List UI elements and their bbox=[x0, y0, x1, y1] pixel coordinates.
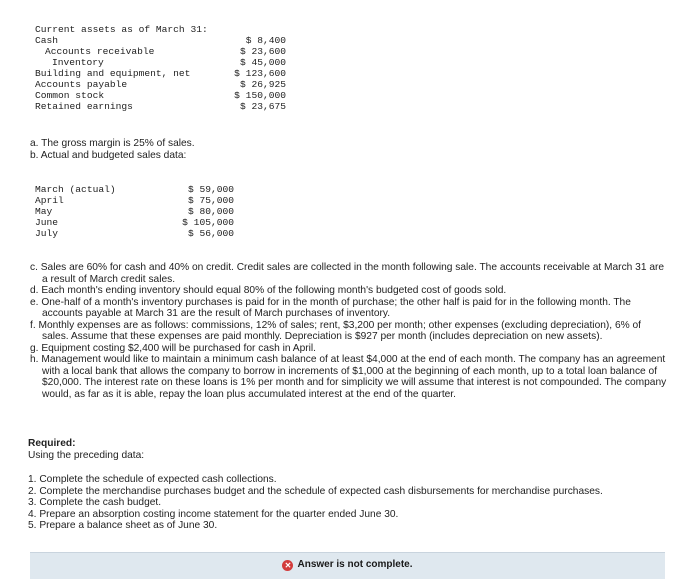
asset-value-cash: $ 8,400 bbox=[245, 35, 286, 46]
asset-label-ap: Accounts payable bbox=[35, 79, 128, 90]
item-h: h. Management would like to maintain a minimum cash balance of at least $4,000 at the end of each month. The company has an agreement with a local bank that allows the company to borrow in increments of $1,000 at the beginning of each month, up to a total loan balance of $20,000. The interest rate on these loans is 1% per month and for simplicity we will assume that interest is not compounded. The company would, as far as it is able, repay the loan plus accumulated interest at the end of the quarter. bbox=[30, 354, 667, 400]
item-e: e. One-half of a month's inventory purchases is paid for in the month of purchase; the other half is paid for in the following month. The accounts payable at March 31 are the result of March purchases of inventory. bbox=[30, 296, 631, 319]
required-heading: Required: bbox=[28, 438, 76, 449]
asset-label-common-stock: Common stock bbox=[35, 90, 105, 101]
asset-value-common-stock: $ 150,000 bbox=[234, 90, 286, 101]
answer-status-banner bbox=[30, 552, 665, 579]
item-f: f. Monthly expenses are as follows: commissions, 12% of sales; rent, $3,200 per month; other expenses (excluding depreciation), 6% of sales. Assume that these expenses are paid monthly. Depreciation is $927 per month (includes depreciation on new assets). bbox=[30, 319, 642, 342]
answer-status-text: Answer is not complete. bbox=[297, 559, 413, 570]
required-intro: Using the preceding data: bbox=[28, 450, 145, 461]
sales-values bbox=[168, 184, 234, 239]
asset-label-retained-earnings: Retained earnings bbox=[35, 101, 133, 112]
assets-labels bbox=[35, 35, 190, 112]
asset-label-ar: Accounts receivable bbox=[45, 46, 155, 57]
item-d: d. Each month's ending inventory should equal 80% of the following month's budgeted cost of goods sold. bbox=[30, 285, 507, 296]
task-3: 3. Complete the cash budget. bbox=[28, 497, 162, 508]
item-g: g. Equipment costing $2,400 will be purchased for cash in April. bbox=[30, 342, 316, 354]
sales-label-july: July bbox=[35, 228, 59, 239]
asset-value-ar: $ 23,600 bbox=[239, 46, 286, 57]
note-b: b. Actual and budgeted sales data: bbox=[30, 150, 187, 161]
sales-labels bbox=[35, 184, 116, 239]
asset-value-retained-earnings: $ 23,675 bbox=[239, 101, 286, 112]
task-4: 4. Prepare an absorption costing income statement for the quarter ended June 30. bbox=[28, 508, 399, 520]
asset-value-building: $ 123,600 bbox=[234, 68, 286, 79]
sales-value-april: $ 75,000 bbox=[187, 195, 234, 206]
sales-label-april: April bbox=[35, 195, 64, 206]
task-5: 5. Prepare a balance sheet as of June 30. bbox=[28, 520, 218, 531]
sales-value-may: $ 80,000 bbox=[187, 206, 234, 217]
asset-value-ap: $ 26,925 bbox=[239, 79, 286, 90]
asset-label-cash: Cash bbox=[35, 35, 59, 46]
assumptions-list bbox=[30, 262, 668, 400]
sales-label-may: May bbox=[35, 206, 53, 217]
x-circle-icon: ✕ bbox=[282, 560, 293, 571]
sales-value-june: $ 105,000 bbox=[182, 217, 234, 228]
item-c: c. Sales are 60% for cash and 40% on credit. Credit sales are collected in the month following sale. The accounts receivable at March 31 are a result of March credit sales. bbox=[30, 262, 665, 285]
task-1: 1. Complete the schedule of expected cash collections. bbox=[28, 474, 277, 485]
answer-status bbox=[30, 559, 665, 571]
sales-value-march: $ 59,000 bbox=[187, 184, 234, 195]
task-2: 2. Complete the merchandise purchases budget and the schedule of expected cash disbursements for merchandise purchases. bbox=[28, 485, 603, 497]
sales-value-july: $ 56,000 bbox=[187, 228, 234, 239]
asset-label-building: Building and equipment, net bbox=[35, 68, 191, 79]
sales-label-march: March (actual) bbox=[35, 184, 116, 195]
assets-values bbox=[224, 35, 286, 112]
required-tasks bbox=[28, 474, 678, 532]
assets-title: Current assets as of March 31: bbox=[35, 24, 208, 35]
note-a: a. The gross margin is 25% of sales. bbox=[30, 138, 195, 149]
asset-value-inventory: $ 45,000 bbox=[239, 57, 286, 68]
sales-label-june: June bbox=[35, 217, 59, 228]
asset-label-inventory: Inventory bbox=[52, 57, 104, 68]
